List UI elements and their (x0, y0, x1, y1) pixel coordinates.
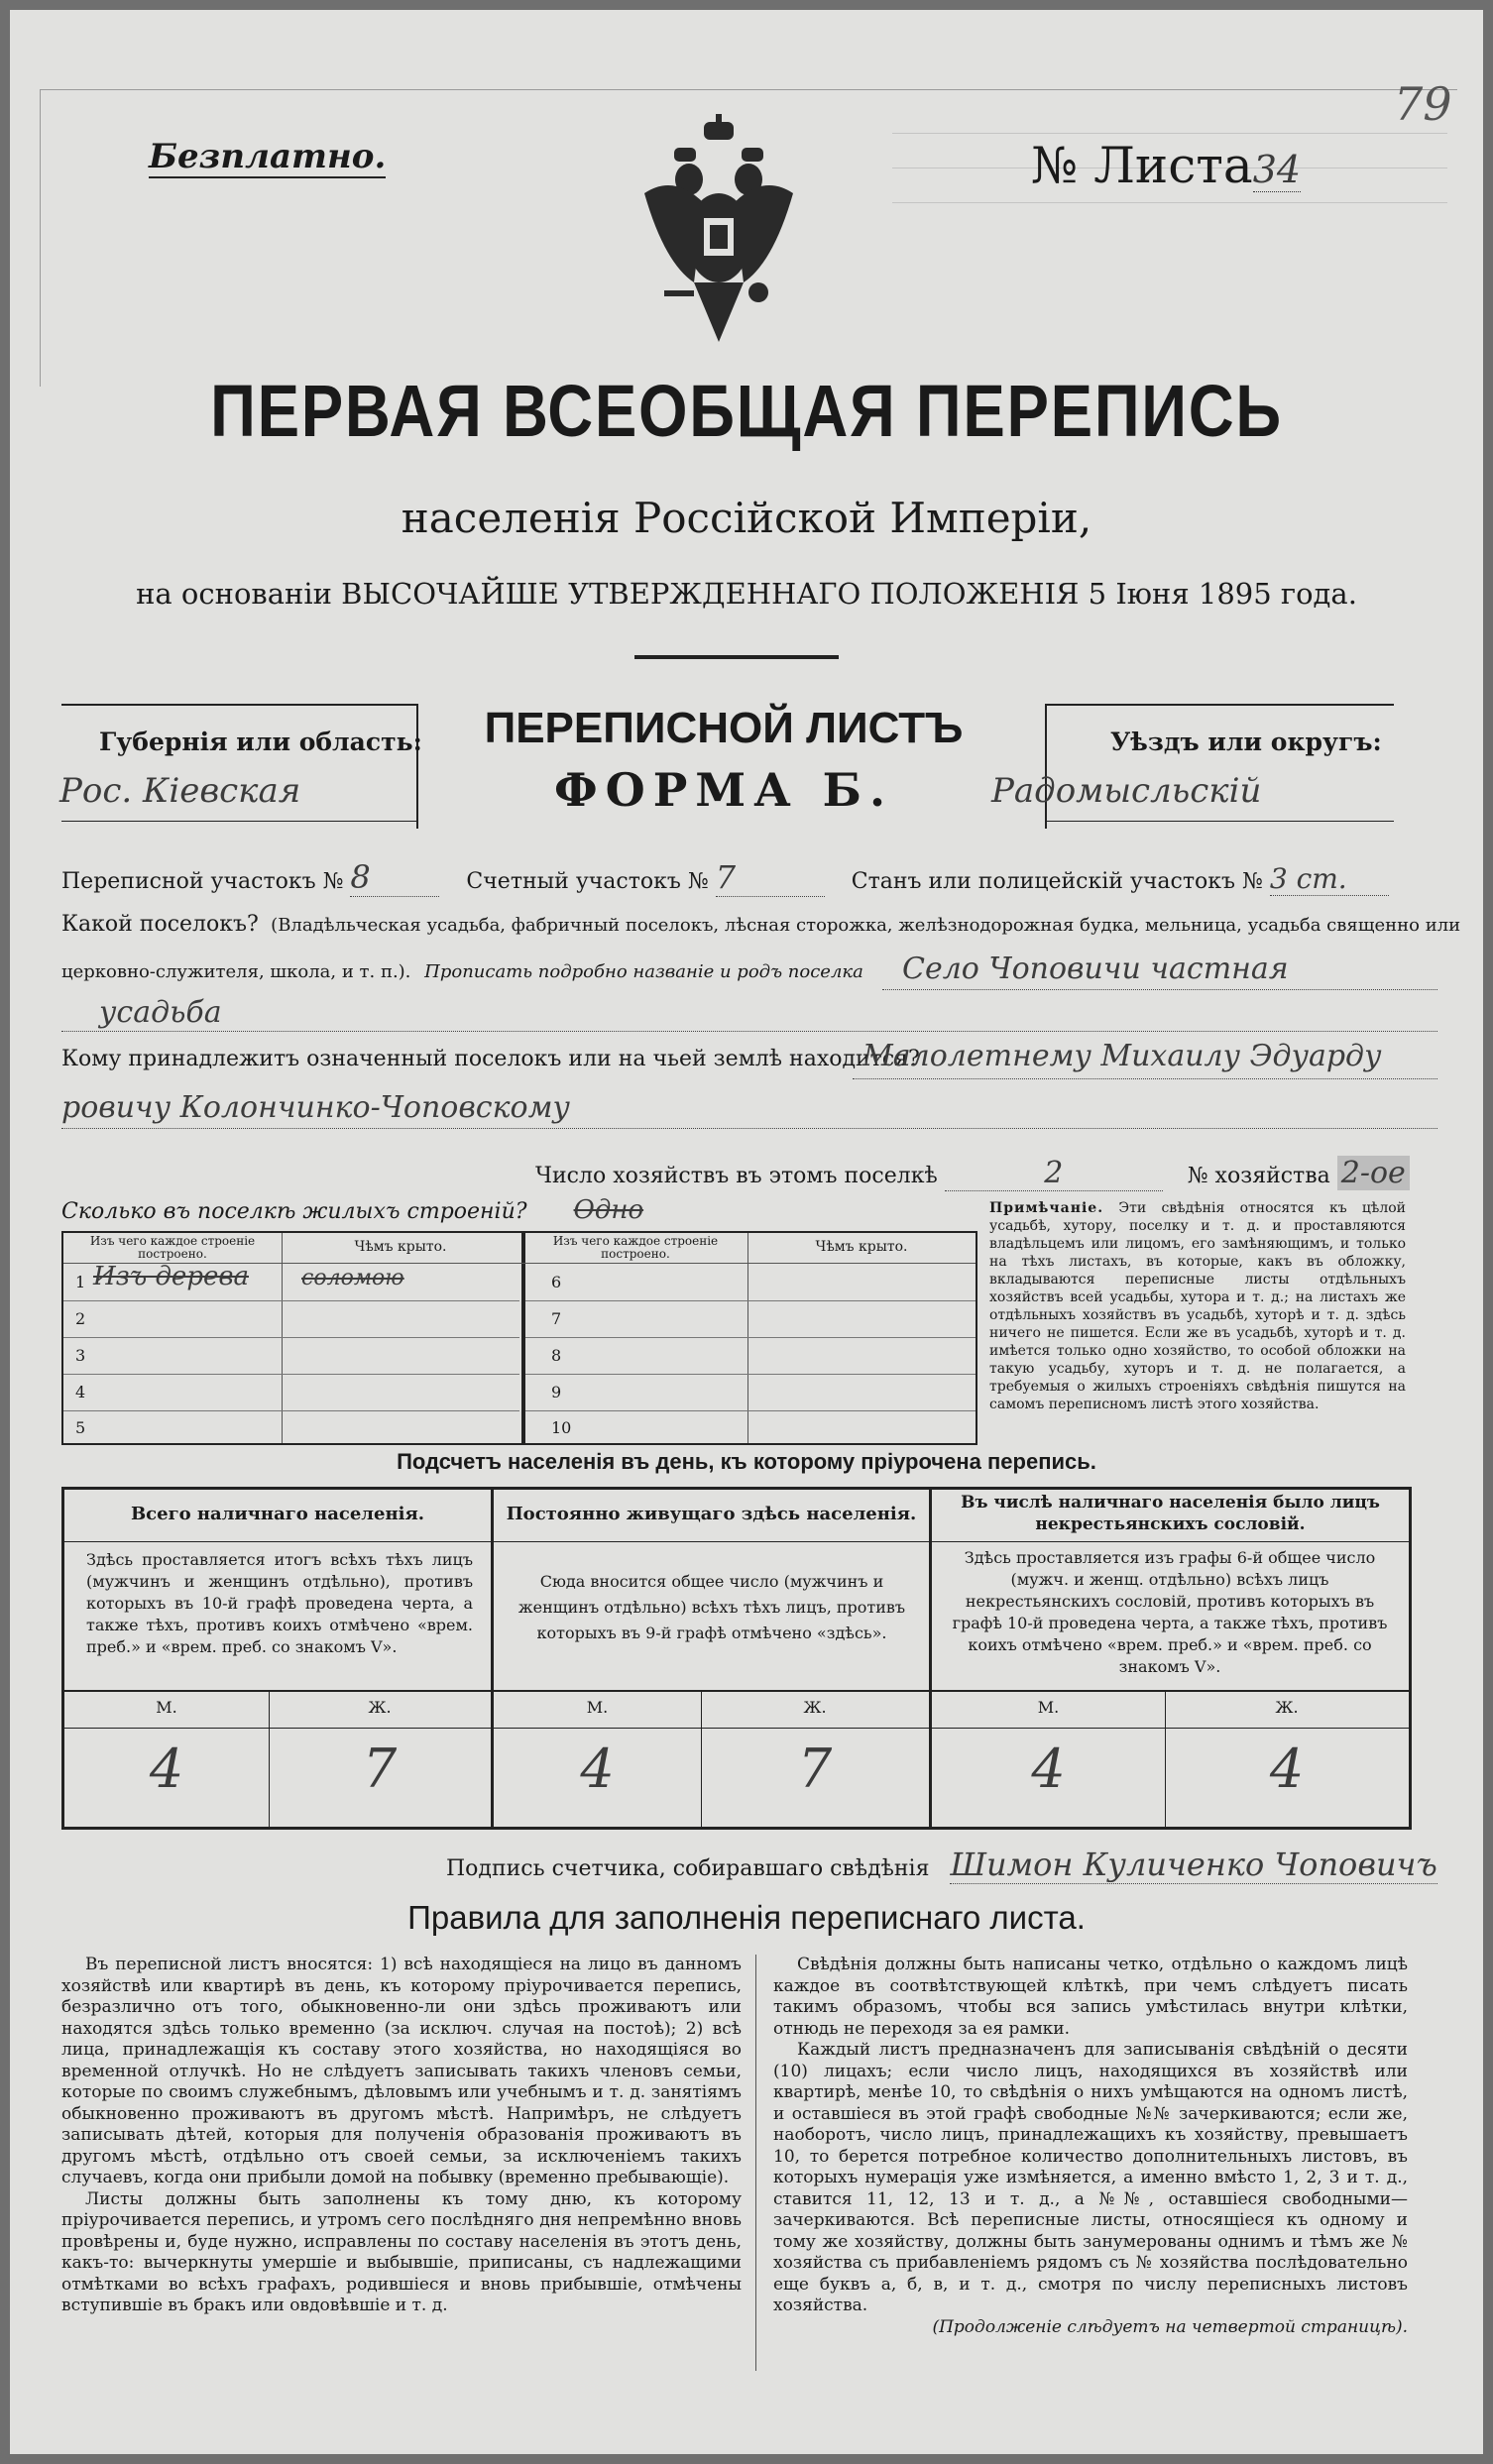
note-label: Примѣчаніе. (989, 1200, 1104, 1216)
note-block (989, 1199, 1406, 1413)
total-female-value: 7 (362, 1737, 398, 1800)
table-row: 9 (525, 1375, 976, 1411)
owner-label: Кому принадлежитъ означенный поселокъ или на чьей землѣ находится? (61, 1047, 920, 1071)
permanent-male-value: 4 (580, 1737, 615, 1800)
table-row: 7 (525, 1301, 976, 1338)
rules-left-paragraph-1: Въ переписной листъ вносятся: 1) всѣ находящіеся на лицо въ данномъ хозяйствѣ или квартирѣ въ день, къ которому пріурочивается перепись, безразлично отъ того, обыкновенно-ли они здѣсь проживаютъ или находятся здѣсь только временно (за исключ. случая на постоѣ); 2) всѣ лица, принадлежащія къ составу этого хозяйства, но находящіяся во временной отлучкѣ. Но не слѣдуетъ записывать такихъ членовъ семьи, которые по своимъ служебнымъ, дѣловымъ или учебнымъ и т. д. занятіямъ обыкновенно проживаютъ въ другомъ мѣстѣ. Напримѣръ, не слѣдуетъ записывать дѣтей, которыя для полученія образованія проживаютъ въ другомъ мѣстѣ, отдѣльно отъ своей семьи, за исключеніемъ такихъ случаевъ, когда они прибыли домой на побывку (временно пребывающіе). (61, 1955, 742, 2187)
census-section-row: Переписной участокъ № 8 Счетный участокъ № 7 Станъ или полицейскій участокъ № 3 ст. (61, 858, 1389, 897)
row1-material-value: Изъ дерева (93, 1262, 249, 1291)
rules-right-paragraph-1: Свѣдѣнія должны быть написаны четко, отдѣльно о каждомъ лицѣ каждое въ соотвѣтствующей клѣткѣ, при чемъ слѣдуетъ писать такимъ образомъ, чтобы вся запись умѣстилась внутри клѣтки, отнюдь не переходя за ея рамки. (773, 1955, 1408, 2039)
total-male-value: 4 (149, 1737, 184, 1800)
double-headed-eagle-emblem (634, 114, 803, 362)
main-title: ПЕРВАЯ ВСЕОБЩАЯ ПЕРЕПИСЬ (210, 370, 1283, 452)
table-row: 3 (63, 1338, 519, 1375)
buildings-row: Сколько въ поселкѣ жилыхъ строеній? Одно (61, 1195, 644, 1225)
buildings-rows-right (525, 1265, 976, 1445)
total-population-text: Здѣсь проставляется итогъ всѣхъ тѣхъ лицъ (мужчинъ и женщинъ отдѣльно), противъ которыхъ въ 10-й графѣ проведена черта, а также тѣхъ, противъ коихъ отмѣчено «врем. преб.» и «врем. преб. со знакомъ V». (86, 1550, 473, 1656)
row1-roof-value: соломою (301, 1266, 404, 1290)
households-row: Число хозяйствъ въ этомъ поселкѣ 2 № хозяйства 2-ое (535, 1156, 1410, 1191)
table-row: 2 (63, 1301, 519, 1338)
population-table (61, 1487, 1412, 1830)
population-heading: Подсчетъ населенія въ день, къ которому пріурочена перепись. (397, 1449, 1096, 1474)
owner-value: Малолетнему Михаилу Эдуарду (862, 1039, 1382, 1073)
rules-continued: (Продолженіе слѣдуетъ на четвертой страницѣ). (932, 2316, 1408, 2337)
table-row: 8 (525, 1338, 976, 1375)
f-label: Ж. (1275, 1698, 1299, 1717)
legal-basis-line: на основаніи ВЫСОЧАЙШЕ УТВЕРЖДЕННАГО ПОЛОЖЕНІЯ 5 Іюня 1895 года. (136, 577, 1357, 611)
table-row: 10 (551, 1418, 572, 1437)
non-peasant-male-value: 4 (1031, 1737, 1066, 1800)
settlement-row (61, 912, 1461, 937)
non-peasant-female-value: 4 (1269, 1737, 1305, 1800)
rules-left-paragraph-2: Листы должны быть заполнены къ тому дню, къ которому пріурочивается перепись, и утромъ сего послѣдняго дня непремѣнно вновь провѣрены и, буде нужно, исправлены по составу населенія въ этотъ день, какъ-то: вычеркнуты умершіе и выбывшіе, приписаны, съ надлежащими отмѣтками во всѣхъ графахъ, родившіеся и вновь прибывшіе, отмѣчены вступившіе въ бракъ или овдовѣвшіе и т. д. (61, 2188, 742, 2315)
total-population-title: Всего наличнаго населенія. (130, 1504, 425, 1524)
sheet-number-label: № Листа34 (1031, 137, 1302, 194)
title-divider (634, 655, 839, 659)
district-value: Радомысльскій (991, 771, 1262, 811)
rules-right-paragraph-2: Каждый листъ предназначенъ для записыванія свѣдѣній о десяти (10) лицахъ; если число лицъ, находящихся въ хозяйствѣ или квартирѣ, менѣе 10, то свѣдѣнія о нихъ умѣщаются на одномъ листѣ, и оставшіеся въ этой графѣ свободные №№ зачеркиваются; если же, наоборотъ, число лицъ, принадлежащихъ къ хозяйству, превышаетъ 10, то берется потребное количество дополнительныхъ листовъ, въ которыхъ нумерація уже измѣняется, а именно вмѣсто 1, 2, 3 и т. д., ставится 11, 12, 13 и т. д., а №№, оставшіеся свободными—зачеркиваются. Всѣ переписные листы, относящіеся къ одному и тому же хозяйству, должны быть занумерованы однимъ и тѣмъ же № хозяйства съ прибавленіемъ рядомъ съ № хозяйства послѣдовательно еще буквъ а, б, в, и т. д., смотря по числу переписныхъ листовъ хозяйства. (773, 2040, 1408, 2315)
settlement-value-2: усадьба (99, 995, 222, 1030)
province-label: Губернія или область: (99, 728, 422, 756)
non-peasant-text: Здѣсь проставляется изъ графы 6-й общее число (мужч. и женщ. отдѣльно) всѣхъ лицъ некрестьянскихъ сословій, противъ которыхъ въ графѣ 10-й проведена черта, а также тѣхъ, противъ коихъ отмѣчено «врем. преб.» и «врем. преб. со знакомъ V». (952, 1548, 1388, 1676)
table-header-material: Изъ чего каждое строеніе построено. (89, 1234, 256, 1261)
rules-title: Правила для заполненія переписнаго листа. (407, 1899, 1086, 1936)
stan-value: 3 ст. (1270, 862, 1389, 896)
census-sheet-page (10, 10, 1483, 2454)
sheet-number-value: 34 (1252, 148, 1302, 191)
table-header-roof: Чѣмъ крыто. (354, 1239, 447, 1255)
signature-value: Шимон Куличенко Чоповичъ (950, 1846, 1437, 1883)
permanent-female-value: 7 (797, 1737, 833, 1800)
m-label: М. (1037, 1698, 1060, 1717)
settlement-hint: (Владѣльческая усадьба, фабричный поселокъ, лѣсная сторожка, желѣзнодорожная будка, мельница, усадьба священно или (271, 915, 1461, 936)
table-header-roof-2: Чѣмъ крыто. (815, 1239, 908, 1255)
form-label: ФОРМА Б. (553, 763, 894, 817)
settlement-value: Село Чоповичи частная (902, 952, 1289, 986)
table-header-material-2: Изъ чего каждое строеніе построено. (552, 1234, 719, 1261)
buildings-rows-left (63, 1262, 519, 1445)
free-label: Безплатно. (149, 137, 387, 176)
province-value: Рос. Кіевская (59, 771, 301, 811)
count-section-value: 7 (716, 858, 825, 897)
non-peasant-title: Въ числѣ наличнаго населенія было лицъ некрестьянскихъ сословій. (961, 1493, 1380, 1534)
permanent-population-title: Постоянно живущаго здѣсь населенія. (506, 1504, 917, 1524)
signature-row: Подпись счетчика, собиравшаго свѣдѣнія Шимон Куличенко Чоповичъ (446, 1846, 1437, 1883)
table-row: 6 (525, 1265, 976, 1301)
permanent-population-text: Сюда вносится общее число (мужчинъ и женщинъ отдѣльно) всѣхъ тѣхъ лицъ, противъ которыхъ въ 9-й графѣ отмѣчено «здѣсь». (517, 1572, 906, 1642)
buildings-value: Одно (573, 1195, 644, 1225)
census-section-value: 8 (350, 858, 439, 897)
rules-right-column (773, 1955, 1408, 2338)
settlement-label: Какой поселокъ? (61, 912, 259, 937)
table-row: 1 Изъ дерева соломою (63, 1265, 519, 1301)
rules-left-column (61, 1955, 742, 2317)
buildings-table (61, 1231, 977, 1445)
table-row: 4 (63, 1375, 519, 1411)
settlement-row-2: церковно-служителя, школа, и т. п.). Прописать подробно названіе и родъ поселка (61, 961, 863, 982)
subtitle: населенія Россійской Имперіи, (401, 494, 1092, 542)
table-row: 5 (75, 1418, 86, 1437)
f-label: Ж. (803, 1698, 827, 1717)
m-label: М. (586, 1698, 609, 1717)
owner-value-2: ровичу Колончинко-Чоповскому (61, 1090, 570, 1125)
district-label: Уѣздъ или округъ: (1110, 728, 1382, 756)
f-label: Ж. (368, 1698, 392, 1717)
households-value: 2 (945, 1156, 1163, 1191)
note-text: Эти свѣдѣнія относятся къ цѣлой усадьбѣ, хутору, поселку и т. д. и проставляются владѣльцемъ или лицомъ, его замѣняющимъ, и только на тѣхъ листахъ, въ которые, какъ въ обложку, вкладываются переписные листы отдѣльныхъ хозяйствъ всей усадьбы, хутора и т. д.; на листахъ же отдѣльныхъ хозяйствъ въ усадьбѣ, хуторѣ и т. д. здѣсь ничего не пишется. Если же въ усадьбѣ, хуторѣ и т. д. имѣется только одно хозяйство, то особой обложки на такую усадьбу, хуторъ и т. д. не полагается, а требуемыя о жилыхъ строеніяхъ свѣдѣнія пишутся на самомъ переписномъ листѣ этого хозяйства. (989, 1200, 1406, 1412)
m-label: М. (156, 1698, 177, 1717)
form-heading: ПЕРЕПИСНОЙ ЛИСТЪ (484, 704, 964, 752)
archive-page-number: 79 (1394, 77, 1452, 131)
household-number-value: 2-ое (1337, 1156, 1410, 1190)
